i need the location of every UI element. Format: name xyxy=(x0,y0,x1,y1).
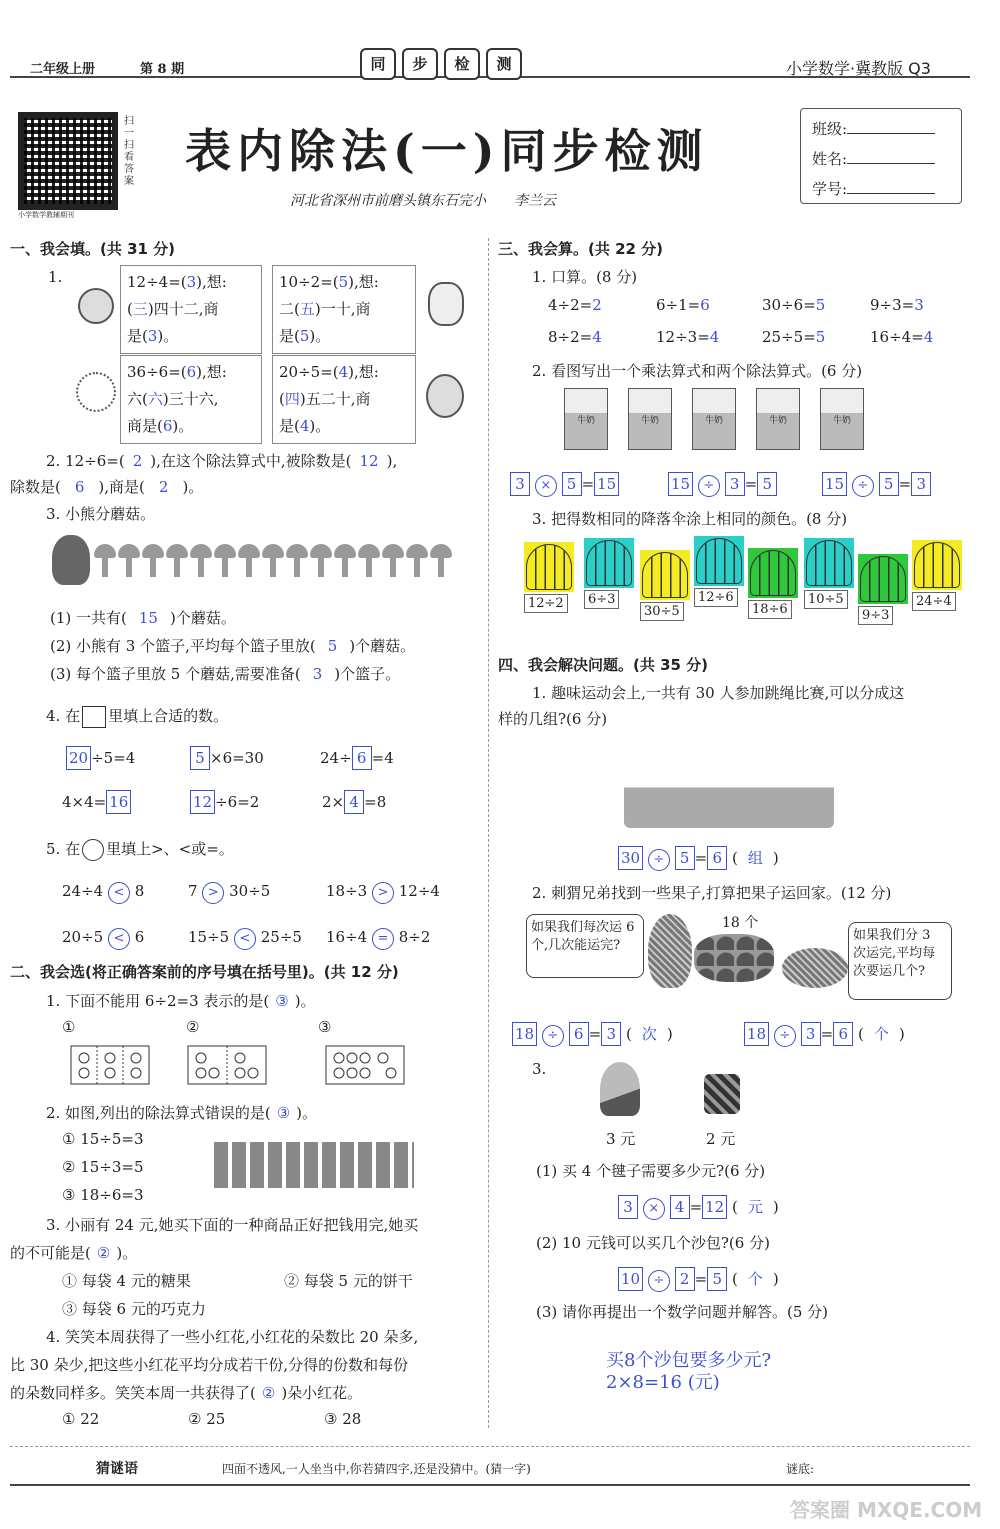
name-field[interactable]: 姓名: xyxy=(812,148,935,169)
parachute-icon xyxy=(696,538,742,584)
think-box-3: 36÷6=(6),想: 六(六)三十六, 商是(6)。 xyxy=(120,355,262,444)
parachute-label: 18÷6 xyxy=(748,600,792,619)
shuttlecock-icon xyxy=(600,1062,640,1116)
calc-item: 16÷4=4 xyxy=(870,328,934,346)
equation-2: 15 ÷ 3 = 5 xyxy=(668,472,777,497)
bear-illustration xyxy=(52,535,90,585)
hedgehog-left xyxy=(648,914,692,988)
mushroom-icon xyxy=(214,544,236,580)
s2-q4-line2: 比 30 朵少,把这些小红花平均分成若干份,分得的份数和每份 xyxy=(10,1356,409,1374)
think-box-1: 12÷4=(3),想: (三)四十二,商 是(3)。 xyxy=(120,265,262,354)
jump-rope-illustration xyxy=(624,738,834,828)
mushroom-row xyxy=(94,544,454,584)
q5-item: 18÷3 > 12÷4 xyxy=(326,882,440,904)
watermark: 答案圈 MXQE.COM xyxy=(790,1498,983,1522)
parachute-icon xyxy=(526,544,572,590)
s4-q3-number: 3. xyxy=(532,1060,547,1078)
q3-part2: (2) 小熊有 3 个篮子,平均每个篮子里放( 5 )个蘑菇。 xyxy=(50,637,416,655)
q3-title: 3. 小熊分蘑菇。 xyxy=(46,505,156,523)
s4-q3-part3: (3) 请你再提出一个数学问题并解答。(5 分) xyxy=(536,1303,829,1321)
s4-q3-equation-1: 3 × 4 = 12 ( 元 ) xyxy=(618,1195,779,1220)
calc-item: 12÷3=4 xyxy=(656,328,720,346)
parachute-label: 24÷4 xyxy=(912,592,956,611)
option-line: ① 15÷5=3 xyxy=(62,1130,144,1148)
q4-item: 4×4= 16 xyxy=(62,790,131,814)
fruit-count: 18 个 xyxy=(722,915,759,931)
s2-q4-line3: 的朵数同样多。笑笑本周一共获得了( ② )朵小红花。 xyxy=(10,1384,363,1402)
milk-carton-icon: 牛奶 xyxy=(756,388,800,450)
s3-q3-title: 3. 把得数相同的降落伞涂上相同的颜色。(8 分) xyxy=(532,510,848,528)
mouse-illustration xyxy=(426,374,464,418)
parachute-label: 6÷3 xyxy=(584,590,619,609)
qr-caption: 扫一扫 看答案 xyxy=(124,116,134,187)
q4-item: 20 ÷5=4 xyxy=(66,746,135,770)
calc-item: 6÷1=6 xyxy=(656,296,710,314)
s4-q3-part1: (1) 买 4 个毽子需要多少元?(6 分) xyxy=(536,1162,766,1180)
option-label: ③ xyxy=(318,1018,332,1036)
grade-label: 二年级上册 xyxy=(30,62,96,77)
q5-item: 16÷4 = 8÷2 xyxy=(326,928,430,950)
milk-carton-icon: 牛奶 xyxy=(564,388,608,450)
option-line: ③ 每袋 6 元的巧克力 xyxy=(62,1300,206,1318)
page-title: 表内除法(一)同步检测 xyxy=(185,124,709,178)
option-line: ③ 18÷6=3 xyxy=(62,1186,144,1204)
calc-item: 4÷2=2 xyxy=(548,296,602,314)
price-sandbag: 2 元 xyxy=(706,1130,736,1148)
class-field[interactable]: 班级: xyxy=(812,118,935,139)
q5-item: 15÷5 < 25÷5 xyxy=(188,928,302,950)
banner xyxy=(360,48,522,80)
column-divider xyxy=(488,238,489,1428)
mushroom-icon xyxy=(430,544,452,580)
riddle-text: 四面不透风,一人坐当中,你若猜四字,还是没猜中。(猜一字) xyxy=(222,1462,531,1476)
mushroom-icon xyxy=(142,544,164,580)
issue-label: 第 8 期 xyxy=(140,62,185,77)
option-line: ③ 28 xyxy=(324,1410,362,1428)
s3-q1-title: 1. 口算。(8 分) xyxy=(532,268,638,286)
section1-heading: 一、我会填。(共 31 分) xyxy=(10,240,176,258)
section2-heading: 二、我会选(将正确答案前的序号填在括号里)。(共 12 分) xyxy=(10,963,399,981)
parachute-icon xyxy=(750,550,796,596)
q1-number: 1. xyxy=(48,268,63,286)
banner-char: 同 xyxy=(360,48,396,80)
mushroom-icon xyxy=(334,544,356,580)
s2-q4-line1: 4. 笑笑本周获得了一些小红花,小红花的朵数比 20 朵多, xyxy=(46,1328,419,1346)
qr-code xyxy=(18,112,118,210)
sandbag-icon xyxy=(704,1074,740,1114)
circle-grid-figures xyxy=(70,1045,410,1087)
option-line: ① 22 xyxy=(62,1410,100,1428)
q4-title: 4. 在 里填上合适的数。 xyxy=(46,705,228,728)
hedgehog-right xyxy=(782,948,848,988)
s4-q1-equation: 30 ÷ 5 = 6 ( 组 ) xyxy=(618,846,779,871)
calc-item: 8÷2=4 xyxy=(548,328,602,346)
figure-1 xyxy=(71,1046,149,1084)
banner-char: 检 xyxy=(444,48,480,80)
handwritten-answer: 2×8=16 (元) xyxy=(606,1372,720,1393)
s2-q2: 2. 如图,列出的除法算式错误的是( ③ )。 xyxy=(46,1104,318,1122)
section4-heading: 四、我会解决问题。(共 35 分) xyxy=(498,656,709,674)
parachute-label: 10÷5 xyxy=(804,590,848,609)
option-label: ① xyxy=(62,1018,76,1036)
option-line: ② 每袋 5 元的饼干 xyxy=(284,1272,413,1290)
author-line: 河北省深州市前磨头镇东石完小 李兰云 xyxy=(290,193,556,209)
frog-illustration xyxy=(78,288,114,324)
s4-q2-equation-2: 18 ÷ 3 = 6 ( 个 ) xyxy=(744,1022,905,1047)
s2-q3-line1: 3. 小丽有 24 元,她买下面的一种商品正好把钱用完,她买 xyxy=(46,1216,419,1234)
s4-q1-line1: 1. 趣味运动会上,一共有 30 人参加跳绳比赛,可以分成这 xyxy=(532,684,905,702)
s2-q3-line2: 的不可能是( ② )。 xyxy=(10,1244,138,1262)
option-line: ② 25 xyxy=(188,1410,226,1428)
mushroom-icon xyxy=(406,544,428,580)
milk-carton-icon: 牛奶 xyxy=(628,388,672,450)
q4-item: 24÷ 6 =4 xyxy=(320,746,394,770)
parachute-icon xyxy=(586,540,632,586)
calc-item: 9÷3=3 xyxy=(870,296,924,314)
parachute-label: 30÷5 xyxy=(640,602,684,621)
q3-part3: (3) 每个篮子里放 5 个蘑菇,需要准备( 3 )个篮子。 xyxy=(50,665,401,683)
handwritten-question: 买8个沙包要多少元? xyxy=(606,1350,772,1371)
think-box-4: 20÷5=(4),想: (四)五二十,商 是(4)。 xyxy=(272,355,416,444)
parachute-area xyxy=(510,540,980,640)
qr-note: 小学数学教辅期刊 xyxy=(18,211,74,219)
riddle-label: 猜谜语 xyxy=(96,1461,138,1477)
milk-carton-icon: 牛奶 xyxy=(692,388,736,450)
q5-item: 24÷4 < 8 xyxy=(62,882,144,904)
s4-q3-equation-2: 10 ÷ 2 = 5 ( 个 ) xyxy=(618,1267,779,1292)
milk-cartons xyxy=(564,388,864,450)
mushroom-icon xyxy=(262,544,284,580)
q2-line1: 2. 12÷6=( 2 ),在这个除法算式中,被除数是( 12 ), xyxy=(46,452,398,470)
parachute-label: 12÷2 xyxy=(524,594,568,613)
mushroom-icon xyxy=(190,544,212,580)
q4-item: 5 ×6=30 xyxy=(190,746,264,770)
mushroom-icon xyxy=(382,544,404,580)
calc-item: 25÷5=5 xyxy=(762,328,826,346)
fruit-pile xyxy=(694,934,774,982)
q5-title: 5. 在 里填上>、<或=。 xyxy=(46,838,234,861)
mushroom-icon xyxy=(166,544,188,580)
option-line: ② 15÷3=5 xyxy=(62,1158,144,1176)
riddle-answer: 谜底: xyxy=(786,1462,815,1476)
q5-item: 7 > 30÷5 xyxy=(188,882,270,904)
figure-2 xyxy=(188,1046,266,1084)
s4-q2-equation-1: 18 ÷ 6 = 3 ( 次 ) xyxy=(512,1022,673,1047)
mushroom-icon xyxy=(94,544,116,580)
price-shuttlecock: 3 元 xyxy=(606,1130,636,1148)
mushroom-icon xyxy=(310,544,332,580)
mushroom-icon xyxy=(238,544,260,580)
s2-q1: 1. 下面不能用 6÷2=3 表示的是( ③ )。 xyxy=(46,992,316,1010)
q5-item: 20÷5 < 6 xyxy=(62,928,144,950)
speech-bubble-right: 如果我们分 3 次运完,平均每次要运几个? xyxy=(848,922,952,1000)
parachute-icon xyxy=(806,540,852,586)
lamb-illustration xyxy=(76,372,116,412)
option-line: ① 每袋 4 元的糖果 xyxy=(62,1272,191,1290)
banner-char: 步 xyxy=(402,48,438,80)
parachute-label: 12÷6 xyxy=(694,588,738,607)
speech-bubble-left: 如果我们每次运 6 个,几次能运完? xyxy=(526,914,644,978)
s3-q2-title: 2. 看图写出一个乘法算式和两个除法算式。(6 分) xyxy=(532,362,863,380)
parachute-icon xyxy=(860,556,906,602)
number-field[interactable]: 学号: xyxy=(812,178,935,199)
think-box-2: 10÷2=(5),想: 二(五)一十,商 是(5)。 xyxy=(272,265,416,354)
equation-1: 3 × 5 = 15 xyxy=(510,472,619,497)
mushroom-icon xyxy=(286,544,308,580)
s4-q2-title: 2. 刺猬兄弟找到一些果子,打算把果子运回家。(12 分) xyxy=(532,884,892,902)
cat-illustration xyxy=(428,282,464,326)
equation-3: 15 ÷ 5 = 3 xyxy=(822,472,931,497)
option-label: ② xyxy=(186,1018,200,1036)
parachute-icon xyxy=(914,542,960,588)
milk-carton-icon: 牛奶 xyxy=(820,388,864,450)
mushroom-icon xyxy=(118,544,140,580)
subject-label: 小学数学·冀教版 Q3 xyxy=(786,59,931,78)
q3-part1: (1) 一共有( 15 )个蘑菇。 xyxy=(50,609,236,627)
calc-item: 30÷6=5 xyxy=(762,296,826,314)
q2-line2: 除数是( 6 ),商是( 2 )。 xyxy=(10,478,204,496)
banner-char: 测 xyxy=(486,48,522,80)
q4-item: 12 ÷6=2 xyxy=(190,790,259,814)
parachute-label: 9÷3 xyxy=(858,606,893,625)
mushroom-icon xyxy=(358,544,380,580)
figure-3 xyxy=(326,1046,404,1084)
s4-q3-part2: (2) 10 元钱可以买几个沙包?(6 分) xyxy=(536,1234,770,1252)
section3-heading: 三、我会算。(共 22 分) xyxy=(498,240,664,258)
parachute-icon xyxy=(642,552,688,598)
q4-item: 2× 4 =8 xyxy=(322,790,386,814)
cups-illustration xyxy=(214,1142,414,1188)
s4-q1-line2: 样的几组?(6 分) xyxy=(498,710,608,728)
